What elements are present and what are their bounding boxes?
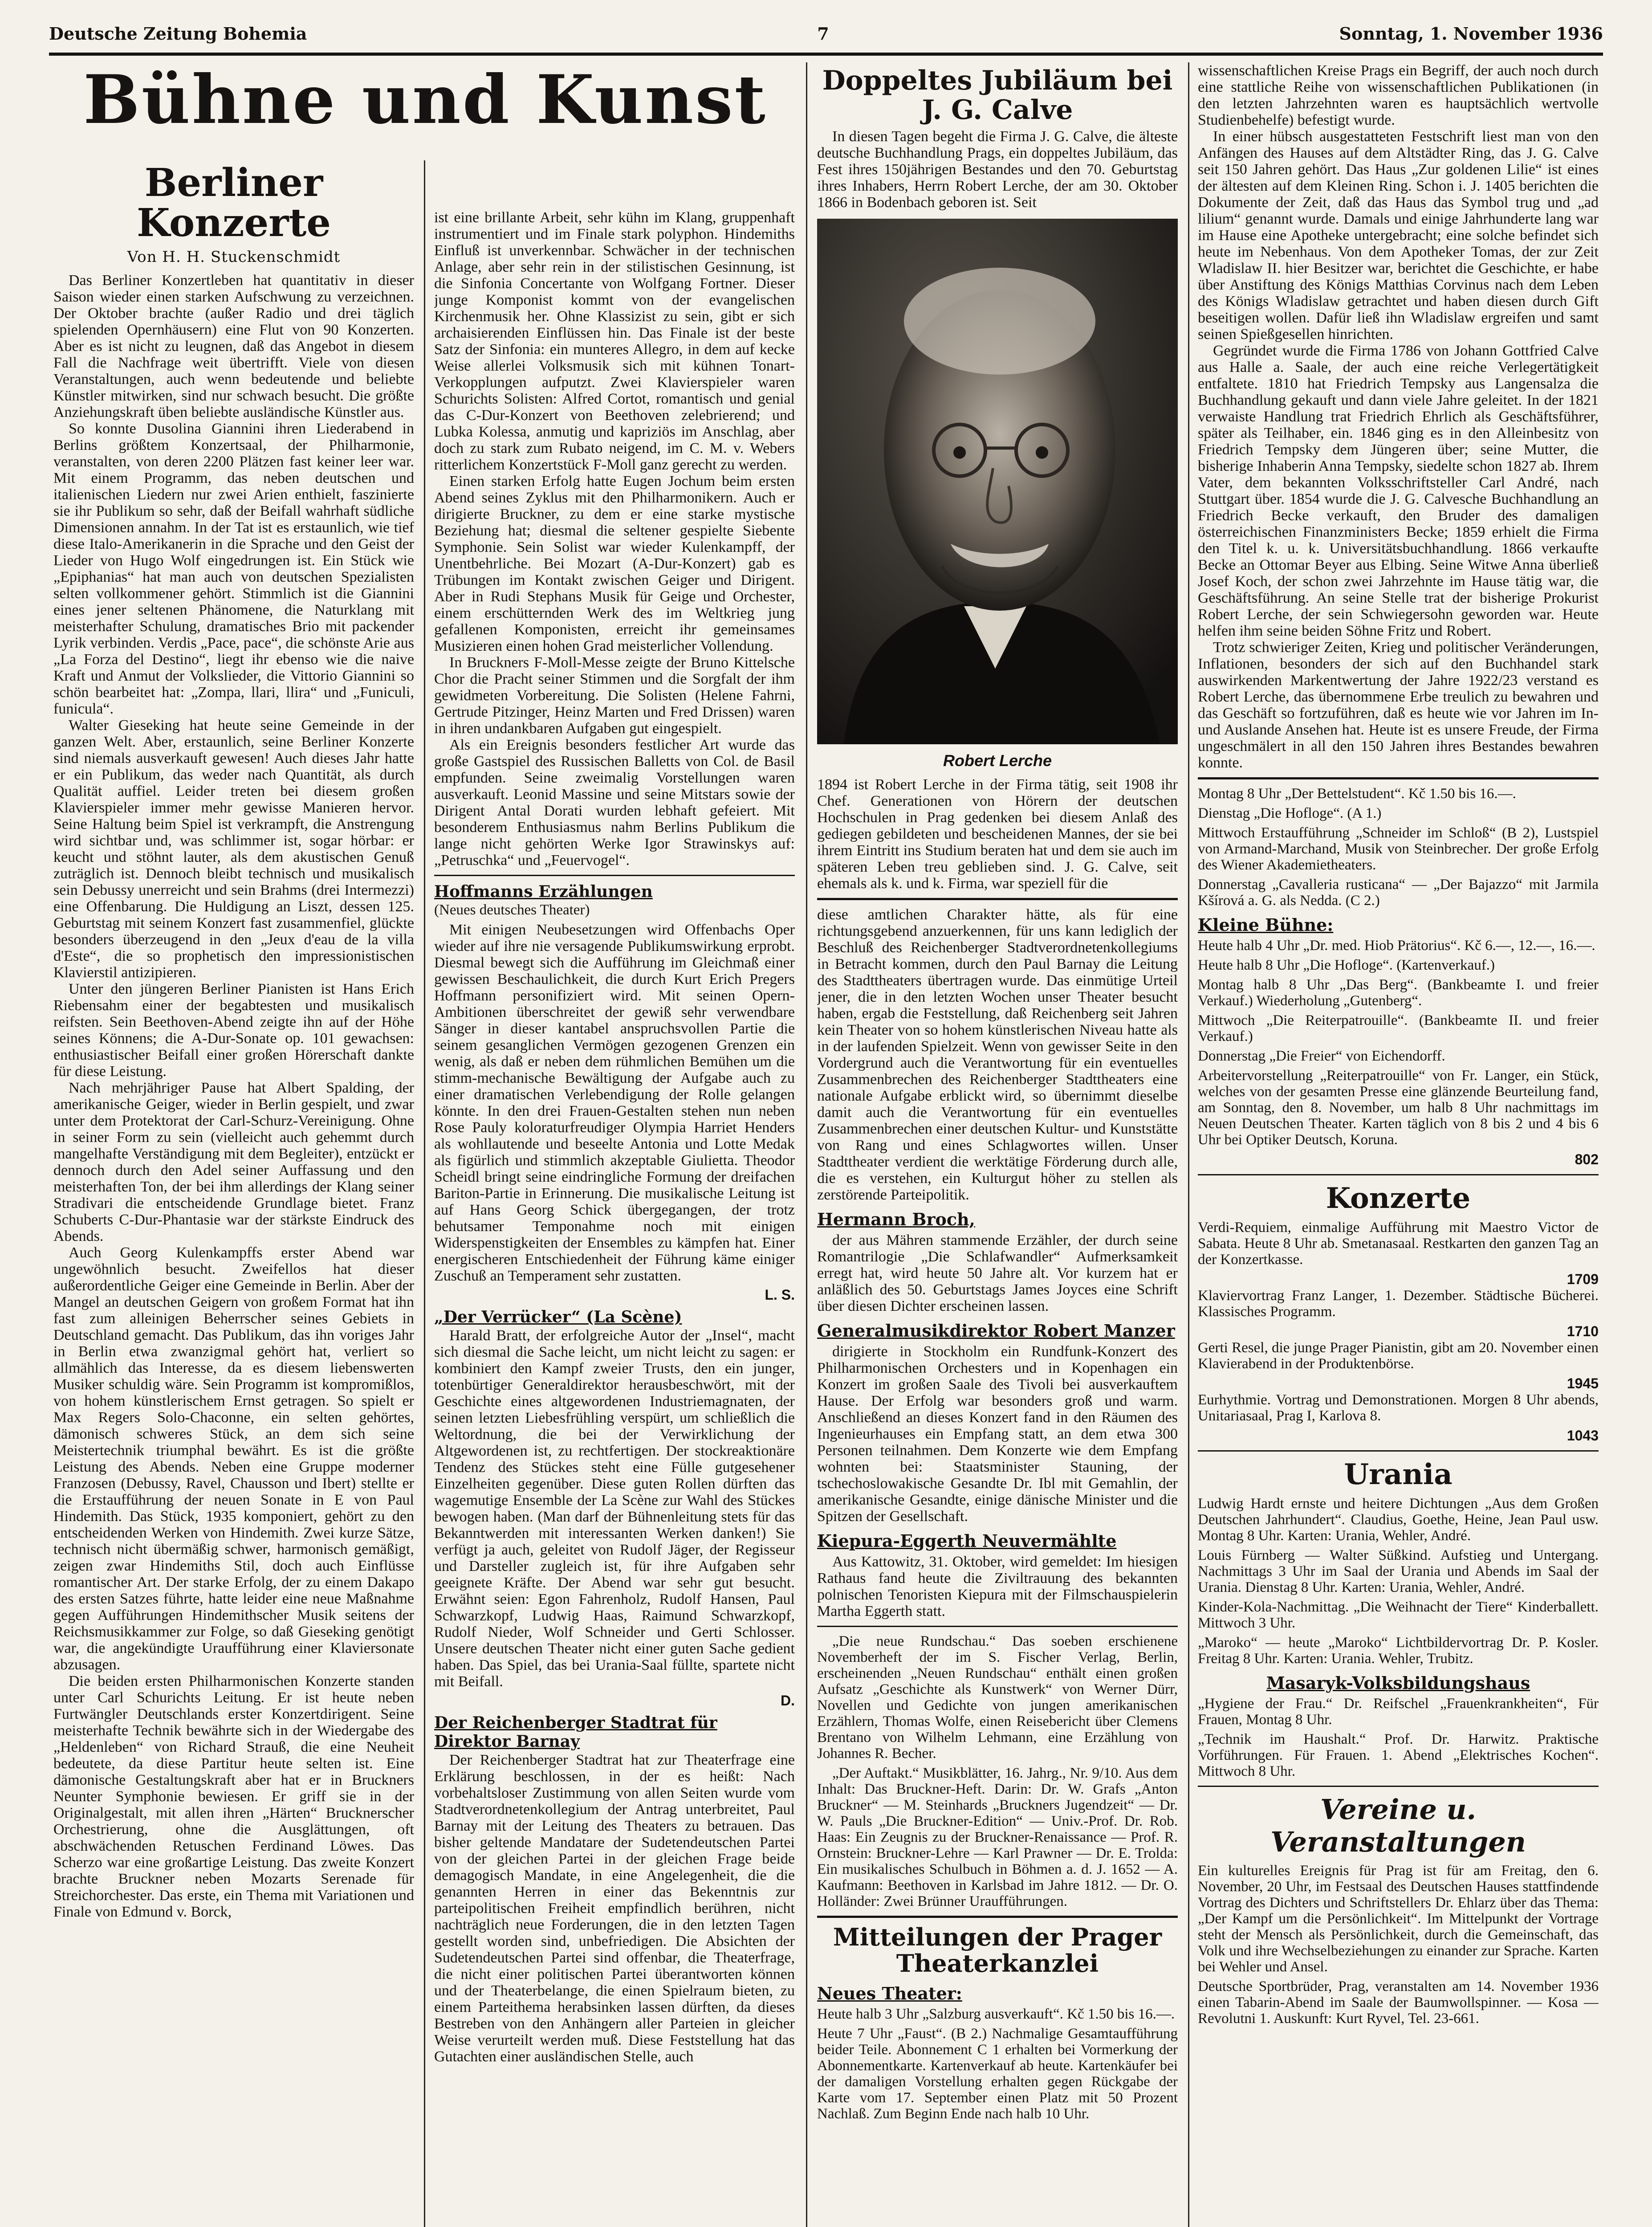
- berlin-paragraph: Das Berliner Konzertleben hat quantitativ in dieser Saison wieder einen starken Aufschwung zu verzeichnen. Der Oktober brachte (außer Radio und drei täglich spielenden Opernhäusern) eine Flut von 90 Konzerten. Aber es ist nicht zu leugnen, daß das Angebot in diesem Fall die Nachfrage weit übertrifft. Viele von diesen Veranstaltungen, auch wenn bedeutende und beliebte Künstler mitwirken, sind nur schwach besucht. Die größte Anziehungskraft üben beliebte ausländische Künstler aus.: [53, 272, 414, 420]
- kiepura-heading: Kiepura-Eggerth Neuvermählte: [817, 1531, 1117, 1551]
- ad-number: 1710: [1567, 1323, 1599, 1339]
- column-divider: [424, 160, 425, 2227]
- column-2: [434, 209, 795, 2227]
- schedule-entry: Montag 8 Uhr „Der Bettelstudent“. Kč 1.50 bis 16.—.: [1198, 786, 1516, 802]
- page-number: 7: [817, 23, 829, 44]
- schedule-entry: Donnerstag „Cavalleria rusticana“ — „Der Bajazzo“ mit Jarmila Kšírová a. G. als Nedda. (C 2.): [1198, 877, 1599, 909]
- urania-listing: Kinder-Kola-Nachmittag. „Die Weihnacht der Tiere“ Kinderballett. Mittwoch 3 Uhr.: [1198, 1599, 1599, 1631]
- schedule-entry: Mittwoch Erstaufführung „Schneider im Schloß“ (B 2), Lustspiel von Armand-Marchand, Musik von Steinbrecher. Der große Erfolg des Wiener Akademietheaters.: [1198, 825, 1599, 873]
- calve-title: Doppeltes Jubiläum bei J. G. Calve: [822, 65, 1173, 126]
- manzer-heading: Generalmusikdirektor Robert Manzer: [817, 1321, 1175, 1341]
- schedule-entry: Heute halb 3 Uhr „Salzburg ausverkauft“. Kč 1.50 bis 16.—.: [817, 2006, 1175, 2022]
- manzer-text: dirigierte in Stockholm ein Rundfunk-Konzert des Philharmonischen Orchesters und in Kopenhagen ein Konzert im großen Saale des Tivoli bei ausverkauftem Hause. Der Erfolg war besonders groß und warm. Anschließend an dieses Konzert fand in den Räumen des Ingenieurhauses ein Empfang statt, an dem etwa 300 Personen teilnahmen. Dem Konzerte wie dem Empfang wohnten bei: Staatsminister Stauning, der tschechoslowakische Gesandte Dr. Ibl mit Gemahlin, der amerikanische Gesandte, einige dänische Minister und die Spitzen der Gesellschaft.: [817, 1343, 1178, 1525]
- issue-date: Sonntag, 1. November 1936: [1339, 23, 1603, 44]
- photo-caption: Robert Lerche: [943, 751, 1052, 770]
- berlin-continued-paragraph: Als ein Ereignis besonders festlicher Art wurde das große Gastspiel des Russischen Balletts von Col. de Basil empfunden. Seine zweimalig Vorstellungen waren ausverkauft. Leonid Massine und seine Mitstars sowie der Dirigent Antal Dorati wurden lebhaft gefeiert. Mit besonderem Enthusiasmus nahm Berlins Publikum die lange nicht gehörten Werke Igor Strawinskys auf: „Petruschka“ und „Feuervogel“.: [434, 737, 795, 869]
- vereine-listing: Deutsche Sportbrüder, Prag, veranstalten am 14. November 1936 einen Tabarin-Abend im Saale der Baumwollspinner. — Kosa — Revolutni 1. Auskunft: Kurt Ryvel, Tel. 23-661.: [1198, 1978, 1599, 2027]
- section-divider: [1198, 1174, 1599, 1175]
- hoffmann-heading: Hoffmanns Erzählungen: [434, 882, 653, 901]
- article-divider: [817, 898, 1178, 900]
- verrier-heading: „Der Verrücker“ (La Scène): [434, 1308, 682, 1326]
- vereine-title: Vereine u. Veranstaltungen: [1270, 1793, 1526, 1858]
- rundschau-note: „Die neue Rundschau.“ Das soeben erschienene Novemberheft der im S. Fischer Verlag, Berlin, erscheinenden „Neuen Rundschau“ enthält einen großen Aufsatz „Geschichte als Kunstwerk“ von Werner Dürr, Novellen und Gedichte von jungen amerikanischen Erzählern, Thomas Wolfe, einen Reisebericht über Clemens Brentano von Wilhelm Lehmann, eine Erzählung von Johannes R. Becher.: [817, 1633, 1178, 1762]
- verrier-sign: D.: [781, 1693, 795, 1709]
- berlin-paragraph: Die beiden ersten Philharmonischen Konzerte standen unter Carl Schurichts Leitung. Er ist heute neben Furtwängler Deutschlands erster Konzertdirigent. Seine meisterhafte Technik bewährte sich in der Wiedergabe des „Heldenleben“ von Richard Strauß, die eine Neuheit bedeutete, da diese Partitur heute selten ist. Eine dämonische Gestaltungskraft aber hat er in Bruckners Neunter Symphonie bewiesen. Er griff sie in der Originalgestalt, mit allen ihren „Härten“ Brucknerscher Orchestrierung, ohne die Ausglättungen, oft abschwächenden Retuschen Ferdinand Löwes. Das Scherzo war eine großartige Leistung. Das zweite Konzert brachte Bruckner neben Mozarts Serenade für Streichorchester. Das erste, ein Thema mit Variationen und Finale von Edmund v. Borck,: [53, 1672, 414, 1920]
- urania-listing: Ludwig Hardt ernste und heitere Dichtungen „Aus dem Großen Deutschen Jahrhundert“. Claudius, Goethe, Heine, Jean Paul usw. Montag 8 Uhr. Karten: Urania, Wehler, André.: [1198, 1496, 1599, 1544]
- paper-name: Deutsche Zeitung Bohemia: [49, 23, 307, 44]
- kleine-buehne-label: Kleine Bühne:: [1198, 915, 1334, 935]
- berlin-continued-paragraph: In Bruckners F-Moll-Messe zeigte der Bruno Kittelsche Chor die Pracht seiner Stimmen und die Sorgfalt der ihm gewidmeten Vorbereitung. Die Solisten (Helene Fahrni, Gertrude Pitzinger, Heinz Marten und Fred Drissen) waren in ihren undankbaren Aufgaben gut eingespielt.: [434, 654, 795, 737]
- ad-number: 802: [1575, 1151, 1599, 1167]
- arbeiter-notice: Arbeitervorstellung „Reiterpatrouille“ von Fr. Langer, ein Stück, welches von der gesamten Presse eine glänzende Beurteilung fand, am Sonntag, den 8. November, um halb 8 Uhr nachmittags im Neuen Deutschen Theater. Karten täglich von 8 bis 2 und 4 bis 6 Uhr bei Optiker Deutsch, Koruna.: [1198, 1068, 1599, 1148]
- column-1: [53, 160, 414, 2227]
- berlin-paragraph: Unter den jüngeren Berliner Pianisten ist Hans Erich Riebensahm einer der begabtesten und musikalisch reifsten. Sein Beethoven-Abend zeigte ihn auf der Höhe seines Könnens; die A-Dur-Sonate op. 101 gewachsen: enthusiastischer Beifall einer großen Hörerschaft dankte für diese Leistung.: [53, 980, 414, 1080]
- barnay-article: Der Reichenberger Stadtrat hat zur Theaterfrage eine Erklärung beschlossen, in der es heißt: Nach vorbehaltsloser Zustimmung von allen Seiten wurde vom Stadtverordnetenkollegium der Antrag unterbreitet, Paul Barnay mit der Leitung des Theaters zu betrauen. Das bisher geltende Mandatare der Sudetendeutschen Partei von der gleichen Partei in der gleichen Frage beide demagogisch Mandate, in eine Angelegenheit, die die genannten Herren in einer das Bekenntnis zur parteipolitischen Freiheit empfindlich berühren, nicht nachträglich neue Forderungen, die in den letzten Tagen gestellt worden sind, unbefriedigen. Die Absichten der Sudetendeutschen Partei sind offenbar, die Theaterfrage, die nicht einer politischen Partei überantworten können und der Theaterbelange, die einen Spielraum bieten, zu einem Parteithema herabsinken lassen dürften, da dieses Bestreben von den Anhängern aller Parteien in gleicher Weise verurteilt werden muß. Diese Feststellung hat das Gutachten einer ausländischen Stelle, auch: [434, 1752, 795, 2065]
- article-divider: [817, 1916, 1178, 1918]
- calve-continued: In einer hübsch ausgestatteten Festschrift liest man von den Anfängen des Hauses auf dem Altstädter Ring, das J. G. Calve seit 150 Jahren gehört. Das Haus „Zur goldenen Lilie“ ist eines der ältesten auf dem Kleinen Ring. Schon i. J. 1405 berichten die Dokumente der Zeit, daß das Haus das Symbol trug und „ad lilium“ genannt wurde. Damals und einige Jahrhunderte lang war im Hause eine Apotheke untergebracht; eine solche befindet sich heute im Nebenhaus. Von dem Apotheker Tomas, der zur Zeit Wladislaw II. hier Besitzer war, berichtet die Geschichte, er habe über Anstiftung des Königs Matthias Corvinus nach dem Leben des Königs Wladislaw getrachtet und haben diesen durch Gift beseitigen wollen. Dafür ließ ihn Wladislaw ergreifen und samt seinen Spießgesellen hinrichten.: [1198, 128, 1599, 343]
- neues-theater-label: Neues Theater:: [817, 1983, 962, 2003]
- berlin-continued-paragraph: ist eine brillante Arbeit, sehr kühn im Klang, gruppenhaft instrumentiert und im Finale stark polyphon. Hindemiths Einfluß ist unverkennbar. Schwächer in der technischen Anlage, aber sehr rein in der stilistischen Gesinnung, ist die Sinfonia Concertante von Wolfgang Fortner. Dieser junge Komponist kommt von der evangelischen Kirchenmusik her. Ohne Klassizist zu sein, gibt er sich archaisierenden Einflüssen hin. Das Finale ist der beste Satz der Sinfonia: ein munteres Allegro, in dem auf kecke Weise allerlei Volksmusik sich mit kühnen Tonart-Verkopplungen aufputzt. Zwei Klavierspieler waren Schurichts Solisten: Alfred Cortot, romantisch und genial das C-Dur-Konzert von Beethoven zelebrierend; und Lubka Kolessa, anmutig und kapriziös im Anschlag, aber doch zu stark zum Rubato neigend, im C. M. v. Webers ritterlichem Konzertstück F-Moll ganz gerecht zu werden.: [434, 209, 795, 473]
- schedule-entry: Dienstag „Die Hofloge“. (A 1.): [1198, 805, 1382, 821]
- berlin-paragraph: So konnte Dusolina Giannini ihren Liederabend in Berlins größtem Konzertsaal, der Philharmonie, veranstalten, von deren 2200 Plätzen fast keiner leer war. Mit einem Programm, das neben deutschen und italienischen Liedern nur zwei Arien enthielt, faszinierte sie ihr Publikum so sehr, daß der Beifall wahrhaft südliche Dimensionen annahm. In der Tat ist es erstaunlich, wie tief diese Italo-Amerikanerin in die Sprache und den Geist der Lieder von Hugo Wolf eingedrungen ist. Ein Stück wie „Epiphanias“ hat man auch von deutschen Spezialisten selten vollkommener gehört. Stimmlich ist die Giannini eines jener seltenen Phänomene, die Naturklang mit meisterhafter Schulung, dramatisches Brio mit packender Lyrik verbinden. Verdis „Pace, pace“, die schönste Arie aus „La Forza del Destino“, liegt ihr ebenso wie die naive Kraft und Anmut der Volkslieder, die Vittorio Giannini so schön bearbeitet hat: „Zompa, llari, llira“ und „Funiculi, funicula“.: [53, 420, 414, 717]
- konzerte-title: Konzerte: [1326, 1182, 1471, 1215]
- calve-continued: wissenschaftlichen Kreise Prags ein Begriff, der auch noch durch eine stattliche Reihe von wissenschaftlichen Publikationen (in den letzten Jahrzehnten waren es hauptsächlich wertvolle Studienbehelfe) befestigt wurde.: [1198, 62, 1599, 128]
- barnay-heading: Der Reichenberger Stadtrat für Direktor Barnay: [434, 1713, 717, 1751]
- calve-continued: Gegründet wurde die Firma 1786 von Johann Gottfried Calve aus Halle a. Saale, der auch eine reiche Verlegertätigkeit entfaltete. 1810 hat Friedrich Tempsky aus Langensalza die Buchhandlung gekauft und dann viele Jahre geleitet. In der 1821 verwaiste Handlung trat Friedrich Ehrlich als Geschäftsführer, später als Teilhaber, ein. 1846 ging es in den Alleinbesitz von Friedrich Tempsky dem Jüngeren über; seine Mutter, die bisherige Inhaberin Anna Tempsky, siedelte schon 1827 ab. Ihrem Vater, dem bekannten Volksschriftsteller Carl André, nach Stuttgart über. 1854 wurde die J. G. Calvesche Buchhandlung an Friedrich Becke verkauft, den Bruder des damaligen österreichischen Finanzministers Becke; 1859 erhielt die Firma den Titel k. u. k. Universitätsbuchhandlung. 1866 verkaufte Becke an Ottomar Beyer aus Elbing. Seine Witwe Anna überließ Josef Koch, der schon zwei Jahrzehnte im Hause tätig war, die Geschäftsführung. An seine Stelle trat der bisherige Prokurist Robert Lerche, der sein Schwiegersohn geworden war. Heute helfen ihm seine beiden Söhne Fritz und Robert.: [1198, 343, 1599, 639]
- vereine-listing: Ein kulturelles Ereignis für Prag ist für am Freitag, den 6. November, 20 Uhr, im Festsaal des Deutschen Hauses stattfindende Vortrag des Dichters und Schriftstellers Dr. Ehlarz über das Thema: „Der Kampf um die Persönlichkeit“. Im Mittelpunkt der Vortrage steht der Mensch als Persönlichkeit, durch die Gemeinschaft, das Volk und ihre Wechselbeziehungen zu einander zur Sprache. Karten bei Wehler und Ansel.: [1198, 1863, 1599, 1975]
- article-divider: [1198, 777, 1599, 779]
- urania-listing: Louis Fürnberg — Walter Süßkind. Aufstieg und Untergang. Nachmittags 3 Uhr im Saal der Urania und Abends im Saal der Urania. Dienstag 8 Uhr. Karten: Urania, Wehler, André.: [1198, 1547, 1599, 1595]
- berlin-paragraph: Auch Georg Kulenkampffs erster Abend war ungewöhnlich besucht. Zweifellos hat dieser außerordentliche Geiger eine Gemeinde in Berlin. Aber der Mangel an deutschen Geigern von großem Format hat ihn fast zum alleinigen Beherrscher seines Gebiets in Deutschland gemacht. Das Publikum, das ihn voriges Jahr in Berlin etwa zwanzigmal gehört hat, verliert so allmählich das Interesse, da es diesem liebenswerten Musiker schuldig wäre. Sein Programm ist kompromißlos, von hohem künstlerischem Ernst getragen. So spielt er Max Regers Solo-Chaconne, ein selten gehörtes, dämonisch schweres Stück, an dem sich seine Meistertechnik triumphal bewährt. Es ist die größte Leistung des Abends. Neben eine Gruppe moderner Franzosen (Debussy, Ravel, Chausson und Ibert) stellte er die Erstaufführung der neuen Sonate in E von Paul Hindemith. Das Stück, 1935 komponiert, gehört zu den entscheidenden Werken von Hindemith. Zwei kurze Sätze, technisch nicht übermäßig schwer, harmonisch gemäßigt, zeigen zwar Hindemiths Stil, doch auch Einflüsse romantischer Art. Der starke Erfolg, der zu einem Dakapo des ersten Satzes führte, hatte leider eine neue Maßnahme gegen Aufführungen Hindemithscher Musik seitens der Reichsmusikkammer zur Folge, so daß Gieseking genötigt war, die angekündigte Uraufführung einer Klaviersonate abzusagen.: [53, 1244, 414, 1673]
- concert-listing: Eurhythmie. Vortrag und Demonstrationen. Morgen 8 Uhr abends, Unitariasaal, Prag I, Karlova 8.: [1198, 1392, 1599, 1424]
- schedule-entry: Donnerstag „Die Freier“ von Eichendorff.: [1198, 1048, 1445, 1064]
- berlin-paragraph: Nach mehrjähriger Pause hat Albert Spalding, der amerikanische Geiger, wieder in Berlin gespielt, und zwar unter dem Protektorat der Carl-Schurz-Vereinigung. Ohne in seiner Form zu sein (vielleicht auch gehemmt durch mangelhafte Verständigung mit dem Begleiter), entzückt er dennoch durch den Adel seiner Auffassung und den meisterhaften Ton, der bei ihm allerdings der Klang seiner Stradivari die entscheidende Grundlage bietet. Franz Schuberts C-Dur-Phantasie war der stärkste Eindruck des Abends.: [53, 1079, 414, 1244]
- schedule-entry: Heute halb 4 Uhr „Dr. med. Hiob Prätorius“. Kč 6.—, 12.—, 16.—.: [1198, 938, 1595, 954]
- hoffmann-review: Mit einigen Neubesetzungen wird Offenbachs Oper wieder auf ihre nie versagende Publikumswirkung erprobt. Diesmal bewegt sich die Aufführung im Gleichmaß einer gewissen Beschaulichkeit, die durch Kurt Erich Pregers Hoffmann personifiziert wird. Mit seinen Opern-Ambitionen überschreitet der gewiß sehr verwendbare Sänger in dieser kantabel anspruchsvollen Partie die seinem gesanglichen Vermögen gezogenen Grenzen ein wenig, als daß er neben dem rühmlichen Bemühen um die stimm-mechanische Bewältigung der Aufgabe auch zu einer dramatischen Verlebendigung der Rolle gelangen könnte. In den drei Frauen-Gestalten stehen nun neben Rose Pauly koloraturfreudiger Olympia Harriet Henders als wohllautende und beseelte Antonia und Lotte Medak als figürlich und stimmlich akzeptable Giulietta. Theodor Scheidl bringt seine eindringliche Formung der dreifachen Bariton-Partie in Erinnerung. Die musikalische Leitung ist auf Hans Georg Schick übergegangen, der trotz behutsamer Temponahme noch mit einigen Widerspenstigkeiten der Ensembles zu kämpfen hat. Einer energischeren Entschiedenheit der Führung käme einiger Zuschuß an Temperament sehr zustatten.: [434, 922, 795, 1284]
- article-divider: [434, 875, 795, 876]
- robert-lerche-photo: [817, 219, 1178, 744]
- schedule-entry: Montag halb 8 Uhr „Das Berg“. (Bankbeamte I. und freier Verkauf.) Wiederholung „Gutenberg“.: [1198, 977, 1599, 1009]
- article-divider: [817, 1626, 1178, 1627]
- verrier-review: Harald Bratt, der erfolgreiche Autor der „Insel“, macht sich diesmal die Sache leicht, um nicht leicht zu sagen: er kombiniert den Kampf zweier Trusts, den ein junger, totenbürtiger Generaldirektor herausbeschwört, mit der Geschichte eines altgewordenen Industriemagnaten, der seinen letzten Liebesfrühling verspürt, um schließlich die Weltordnung, die bei der Verwirklichung der Altgewordenen ist, zu rechtfertigen. Der stockreaktionäre Tendenz des Stückes steht eine Fülle gutgesehener Einzelheiten gegenüber. Diese guten Rollen dürften das wagemutige Ensemble der La Scène zur Wahl des Stückes bewogen haben. (Man darf der Bühnenleitung stets für das Bekanntwerden mit interessanten Werken danken!) Sie verfügt ja auch, geleitet von Rudolf Jäger, der Regisseur und Darsteller zugleich ist, für ihre Aufgaben sehr geeignete Kräfte. Der Abend war sehr gut besucht. Erwähnt seien: Egon Fahrenholz, Rudolf Hansen, Paul Schwarzkopf, Ludwig Haas, Raimund Schwarzkopf, Rudolf Nieder, Wolf Schneider und Gerti Schlosser. Unsere deutschen Theater nicht einer guten Sache gedient haben. Das Spiel, das bei Urania-Saal füllte, spartete nicht mit Beifall.: [434, 1327, 795, 1690]
- column-divider: [806, 62, 807, 2227]
- ad-number: 1945: [1567, 1375, 1599, 1391]
- section-banner: Bühne und Kunst: [83, 62, 767, 139]
- column-4: [1198, 62, 1599, 2227]
- concert-listing: Klaviervortrag Franz Langer, 1. Dezember. Städtische Bücherei. Klassisches Programm.: [1198, 1288, 1599, 1320]
- masaryk-title: Masaryk-Volksbildungshaus: [1266, 1673, 1530, 1693]
- mitteilungen-title: Mitteilungen der Prager Theaterkanzlei: [833, 1923, 1162, 1978]
- broch-text: der aus Mähren stammende Erzähler, der durch seine Romantrilogie „Die Schlafwandler“ Aufmerksamkeit erregt hat, wird heute 50 Jahre alt. Vor kurzem hat er anläßlich des 50. Geburtstags James Joyces eine Schrift über diesen Dichter erscheinen lassen.: [817, 1232, 1178, 1314]
- schedule-entry: Heute halb 8 Uhr „Die Hofloge“. (Kartenverkauf.): [1198, 957, 1495, 973]
- calve-body: 1894 ist Robert Lerche in der Firma tätig, seit 1908 ihr Chef. Generationen von Hörern der deutschen Hochschulen in Prag gedenken bei diesem Anlaß des gediegen gebildeten und bescheidenen Mannes, der sie bei ihrem Eintritt ins Studium beraten hat und dem sie auch im späteren Leben treu geblieben sind. J. G. Calve, seit ehemals als k. und k. Firma, war speziell für die: [817, 776, 1178, 892]
- column-3: [817, 62, 1178, 2227]
- masaryk-listing: „Technik im Haushalt.“ Prof. Dr. Harwitz. Praktische Vorführungen. Für Frauen. 1. Abend „Elektrisches Kochen“. Mittwoch 8 Uhr.: [1198, 1731, 1599, 1779]
- urania-listing: „Maroko“ — heute „Maroko“ Lichtbildervortrag Dr. P. Kosler. Freitag 8 Uhr. Karten: Urania. Wehler, Trubitz.: [1198, 1635, 1599, 1667]
- berlin-byline: Von H. H. Stuckenschmidt: [127, 248, 341, 266]
- berlin-continued-paragraph: Einen starken Erfolg hatte Eugen Jochum beim ersten Abend seines Zyklus mit den Philharmonikern. Auch er dirigierte Bruckner, zu dem er eine starke mystische Beziehung hat; diesmal die seltener gespielte Siebente Symphonie. Sein Solist war wieder Kulenkampff, der Unentbehrliche. Bei Mozart (A-Dur-Konzert) gab es Trübungen im Kontakt zwischen Geiger und Dirigent. Aber in Rudi Stephans Musik für Geige und Orchester, einem erschütternden Werk des im Weltkrieg jung gefallenen Komponisten, erreicht ihr gemeinsames Musizieren einen hohen Grad meisterlicher Vollendung.: [434, 473, 795, 654]
- header-rule: [49, 53, 1603, 56]
- column-divider: [1188, 62, 1189, 2227]
- urania-title: Urania: [1344, 1458, 1453, 1491]
- page-header: [49, 18, 1603, 49]
- schedule-entry: Heute 7 Uhr „Faust“. (B 2.) Nachmalige Gesamtaufführung beider Teile. Abonnement C 1 erhalten bei Vormerkung der Abonnementkarte. Kartenverkauf ab heute. Kartenkäufer bei der damaligen Vorstellung erhalten gegen Rückgabe der Karte vom 17. September einen Platz mit 50 Prozent Nachlaß. Zum Beginn Ende nach halb 10 Uhr.: [817, 2025, 1178, 2122]
- section-divider: [1198, 1450, 1599, 1452]
- concert-listing: Gerti Resel, die junge Prager Pianistin, gibt am 20. November einen Klavierabend in der Produktenbörse.: [1198, 1340, 1599, 1372]
- masaryk-listing: „Hygiene der Frau.“ Dr. Reifschel „Frauenkrankheiten“, Für Frauen, Montag 8 Uhr.: [1198, 1696, 1599, 1728]
- hoffmann-subheading: (Neues deutsches Theater): [434, 902, 590, 918]
- ad-number: 1709: [1567, 1271, 1599, 1287]
- berlin-title: Berliner Konzerte: [136, 160, 331, 246]
- auftakt-note: „Der Auftakt.“ Musikblätter, 16. Jahrg., Nr. 9/10. Aus dem Inhalt: Das Bruckner-Heft. Darin: Dr. W. Grafs „Anton Bruckner“ — M. Steinhards „Bruckners Jugendzeit“ — Dr. W. Pauls „Die Bruckner-Edition“ — Univ.-Prof. Dr. Rob. Haas: Ein Zeugnis zu der Bruckner-Renaissance — Prof. R. Ornstein: Bruckner-Lehre — Karl Prawner — Dr. E. Trolda: Ein musikalisches Schulbuch in Böhmen a. d. J. 1652 — A. Kaufmann: Beethoven in Karlsbad im Jahre 1812. — Dr. O. Holländer: Zwei Brünner Uraufführungen.: [817, 1765, 1178, 1909]
- hoffmann-sign: L. S.: [765, 1287, 795, 1303]
- section-banner-area: [53, 62, 797, 151]
- broch-heading: Hermann Broch,: [817, 1209, 975, 1229]
- kiepura-text: Aus Kattowitz, 31. Oktober, wird gemeldet: Im hiesigen Rathaus fand heute die Ziviltrauung des bekannten polnischen Tenoristen Kiepura mit der Filmschauspielerin Martha Eggerth statt.: [817, 1554, 1178, 1619]
- calve-intro: In diesen Tagen begeht die Firma J. G. Calve, die älteste deutsche Buchhandlung Prags, ein doppeltes Jubiläum, das Fest ihres 150jährigen Bestandes und den 70. Geburtstag ihres Inhabers, Herrn Robert Lerche, der am 30. Oktober 1866 in Bodenbach geboren ist. Seit: [817, 128, 1178, 211]
- calve-continued: Trotz schwieriger Zeiten, Krieg und politischer Veränderungen, Inflationen, besonders der sich auf den Buchhandel stark auswirkenden Markentwertung der Jahre 1922/23 verstand es Robert Lerche, das übernommene Erbe treulich zu bewahren und das Geschäft so fortzuführen, daß es heute wie vor Jahren im In- und Auslande Ansehen hat. Heute ist es unsere Freude, der Firma ungeschmälert in all den 150 Jahren ihres Bestandes bewahren konnte.: [1198, 639, 1599, 771]
- section-divider: [1198, 1786, 1599, 1787]
- berlin-paragraph: Walter Gieseking hat heute seine Gemeinde in der ganzen Welt. Aber, erstaunlich, seine Berliner Konzerte sind niemals ausverkauft gewesen! Auch dieses Jahr hatte er ein Publikum, das weder nach Quantität, als durch Qualität auffiel. Leider treten bei diesem großen Klavierspieler immer mehr gewisse Manieren hervor. Seine Haltung beim Spiel ist verkrampft, die Anstrengung wird sichtbar und, was schlimmer ist, sogar hörbar: er keucht und stöhnt lauter, als dem akustischen Genuß zuträglich ist. Dennoch bleibt technisch und musikalisch sein Debussy unerreicht und sein Brahms (drei Intermezzi) eine Offenbarung. Die Huldigung an Liszt, dessen 125. Geburtstag mit seinem Konzert fast zusammenfiel, glückte besonders überzeugend in den „Jeux d'eau de la villa d'Este“, die so prophetisch den impressionistischen Klavierstil antizipieren.: [53, 717, 414, 981]
- concert-listing: Verdi-Requiem, einmalige Aufführung mit Maestro Victor de Sabata. Heute 8 Uhr ab. Smetanasaal. Restkarten den ganzen Tag an der Konzertkasse.: [1198, 1220, 1599, 1268]
- ad-number: 1043: [1567, 1428, 1599, 1444]
- schedule-entry: Mittwoch „Die Reiterpatrouille“. (Bankbeamte II. und freier Verkauf.): [1198, 1012, 1599, 1044]
- barnay-continued: diese amtlichen Charakter hätte, als für eine richtungsgebend anzuerkennen, für uns kann lediglich der Beschluß des Reichenberger Stadtverordnetenkollegiums in Betracht kommen, durch den Paul Barnay die Leitung des Stadttheaters übertragen wurde. Das einmütige Urteil jener, die in den letzten Wochen unser Theater besucht haben, ergab die Feststellung, daß Reichenberg seit Jahren kein Theater von so hohem künstlerischen Niveau hatte als in der laufenden Spielzeit. Wenn von gewisser Seite in den Vordergrund auch die Verantwortung für ein eventuelles Zusammenbrechen des Reichenberger Stadttheaters eine nationale Aufgabe erblickt wird, so übernimmt dieselbe damit auch die Verantwortung für ein eventuelles Zusammenbrechen einer deutschen Kultur- und Kunststätte von Rang und eines Schlagwortes willen. Unser Stadttheater verdient die werktätige Förderung durch alle, die es verstehen, ein Kulturgut höher zu stellen als zerstörende Parteipolitik.: [817, 906, 1178, 1203]
